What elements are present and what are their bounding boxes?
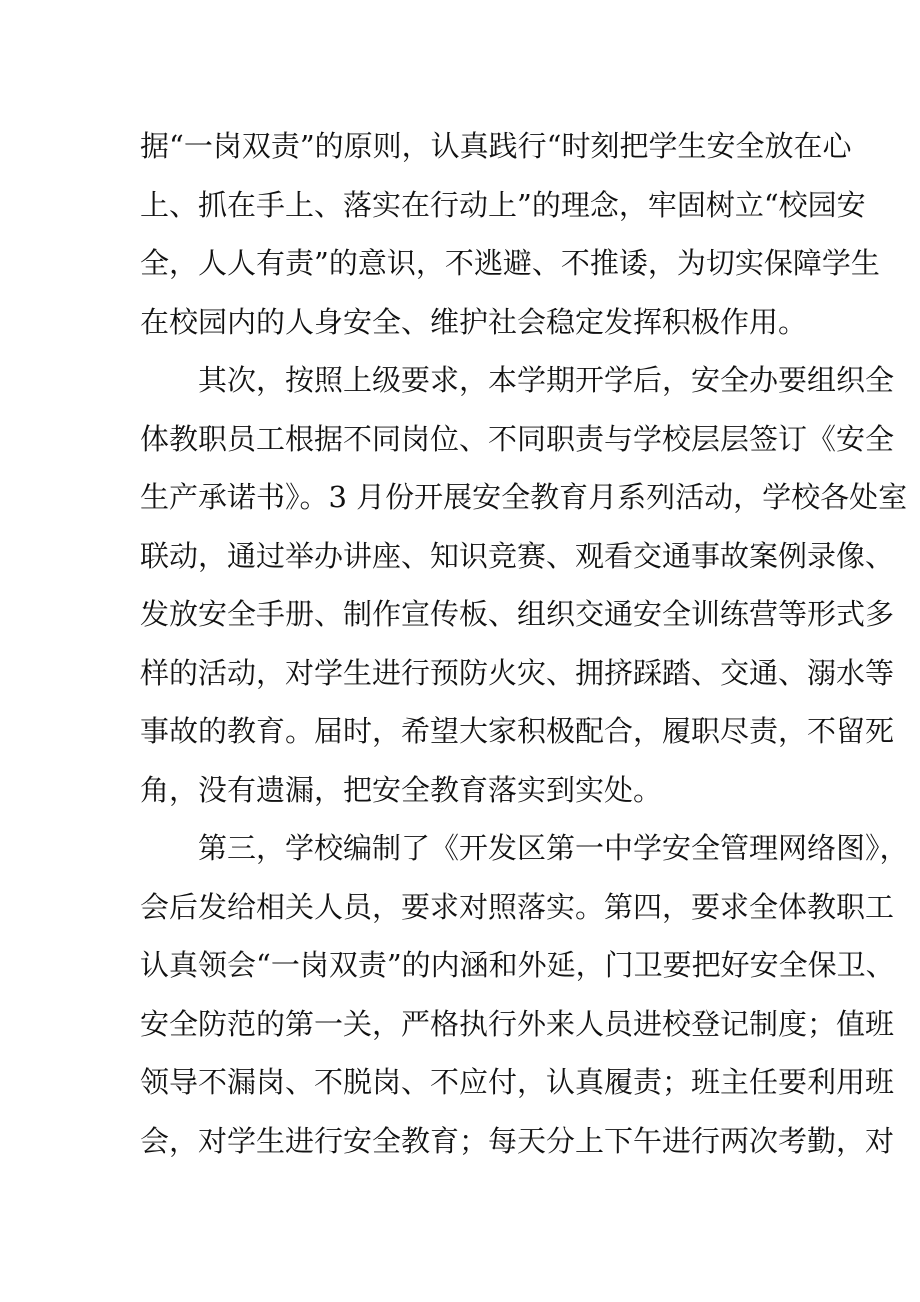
text-line: 角，没有遗漏，把安全教育落实到实处。 — [140, 772, 663, 807]
text-line: 其次，按照上级要求，本学期开学后，安全办要组织全 — [198, 363, 895, 397]
document-body — [140, 117, 909, 1170]
text-line: 上、抓在手上、落实在行动上”的理念，牢固树立“校园安 — [140, 187, 866, 222]
text-line: 第三，学校编制了《开发区第一中学安全管理网络图》， — [198, 831, 909, 865]
text-line: 生产承诺书》。3 月份开展安全教育月系列活动，学校各处室 — [140, 480, 908, 514]
text-line: 会后发给相关人员，要求对照落实。第四，要求全体教职工 — [140, 889, 895, 924]
paragraph-2 — [140, 351, 908, 819]
text-line: 据“一岗双责”的原则，认真践行“时刻把学生安全放在心 — [140, 129, 852, 163]
text-line: 在校园内的人身安全、维护社会稳定发挥积极作用。 — [140, 304, 808, 339]
paragraph-1 — [140, 117, 880, 351]
text-line: 安全防范的第一关，严格执行外来人员进校登记制度；值班 — [140, 1006, 895, 1041]
paragraph-3 — [140, 819, 909, 1170]
text-line: 发放安全手册、制作宣传板、组织交通安全训练营等形式多 — [140, 597, 895, 631]
text-line: 全，人人有责”的意识，不逃避、不推诿，为切实保障学生 — [140, 246, 880, 280]
text-line: 会，对学生进行安全教育；每天分上下午进行两次考勤，对 — [140, 1123, 895, 1158]
text-line: 认真领会“一岗双责”的内涵和外延，门卫要把好安全保卫、 — [140, 948, 895, 982]
text-line: 事故的教育。届时，希望大家积极配合，履职尽责，不留死 — [140, 714, 895, 748]
text-line: 体教职员工根据不同岗位、不同职责与学校层层签订《安全 — [140, 421, 895, 456]
text-line: 联动，通过举办讲座、知识竞赛、观看交通事故案例录像、 — [140, 538, 895, 573]
text-line: 样的活动，对学生进行预防火灾、拥挤踩踏、交通、溺水等 — [140, 655, 895, 690]
text-line: 领导不漏岗、不脱岗、不应付，认真履责；班主任要利用班 — [140, 1065, 895, 1099]
